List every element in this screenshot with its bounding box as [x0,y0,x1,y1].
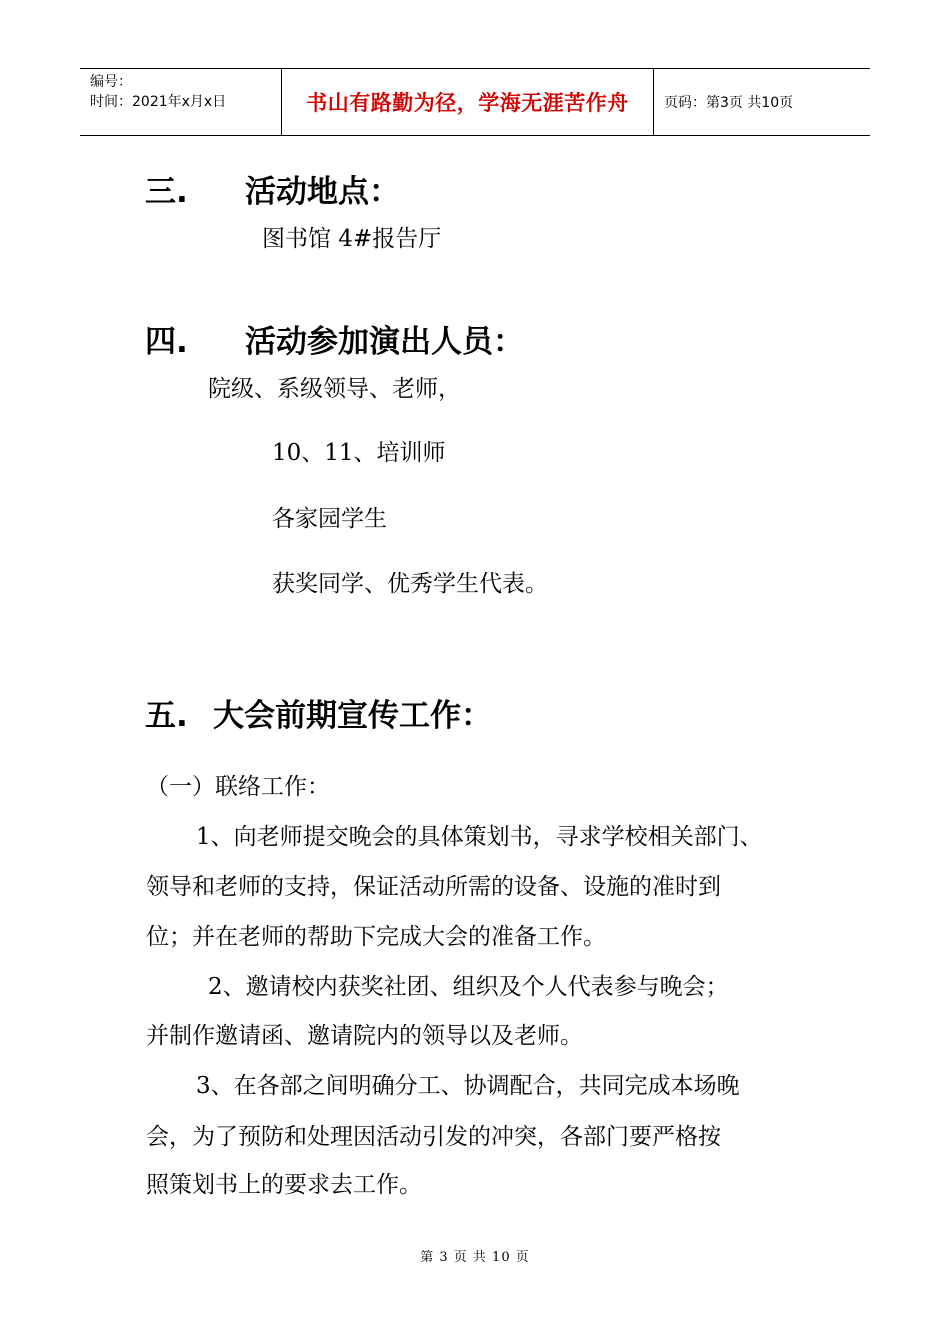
paragraph-line: 并制作邀请函、邀请院内的领导以及老师。 [146,1023,583,1049]
document-date: 时间：2021年x月x日 [90,94,227,110]
page-header [80,68,870,136]
location-text: 图书馆 4#报告厅 [262,226,442,252]
section-heading-publicity [145,690,492,735]
section-heading-participants [145,316,524,361]
paragraph-line: 领导和老师的支持，保证活动所需的设备、设施的准时到 [146,874,721,900]
section-number: 三. [145,174,188,210]
section-heading-location [145,166,400,211]
header-motto-cell [282,69,654,135]
section-number: 五. [145,698,188,734]
section-number: 四. [145,324,188,360]
header-page-cell [654,69,870,135]
header-motto: 书山有路勤为径，学海无涯苦作舟 [306,91,629,115]
paragraph-line: 照策划书上的要求去工作。 [146,1172,422,1198]
paragraph-line: 1、向老师提交晚会的具体策划书，寻求学校相关部门、 [196,824,763,850]
subsection-title: （一）联络工作： [146,774,330,800]
page-footer: 第 3 页 共 10 页 [420,1250,530,1265]
section-title: 大会前期宣传工作： [213,698,492,734]
paragraph-line: 位；并在老师的帮助下完成大会的准备工作。 [146,924,606,950]
header-page-info: 页码：第3页 共10页 [664,95,794,111]
header-meta-cell [80,69,282,135]
participant-line: 10、11、培训师 [272,440,446,466]
paragraph-line: 2、邀请校内获奖社团、组织及个人代表参与晚会； [208,974,729,1000]
paragraph-line: 会，为了预防和处理因活动引发的冲突，各部门要严格按 [146,1124,721,1150]
section-title: 活动地点： [245,174,400,210]
document-number-label: 编号： [90,74,132,90]
section-title: 活动参加演出人员： [245,324,524,360]
participant-line: 各家园学生 [272,506,387,532]
participant-line: 院级、系级领导、老师， [208,376,461,402]
paragraph-line: 3、在各部之间明确分工、协调配合，共同完成本场晚 [196,1073,740,1099]
participant-line: 获奖同学、优秀学生代表。 [272,571,548,597]
